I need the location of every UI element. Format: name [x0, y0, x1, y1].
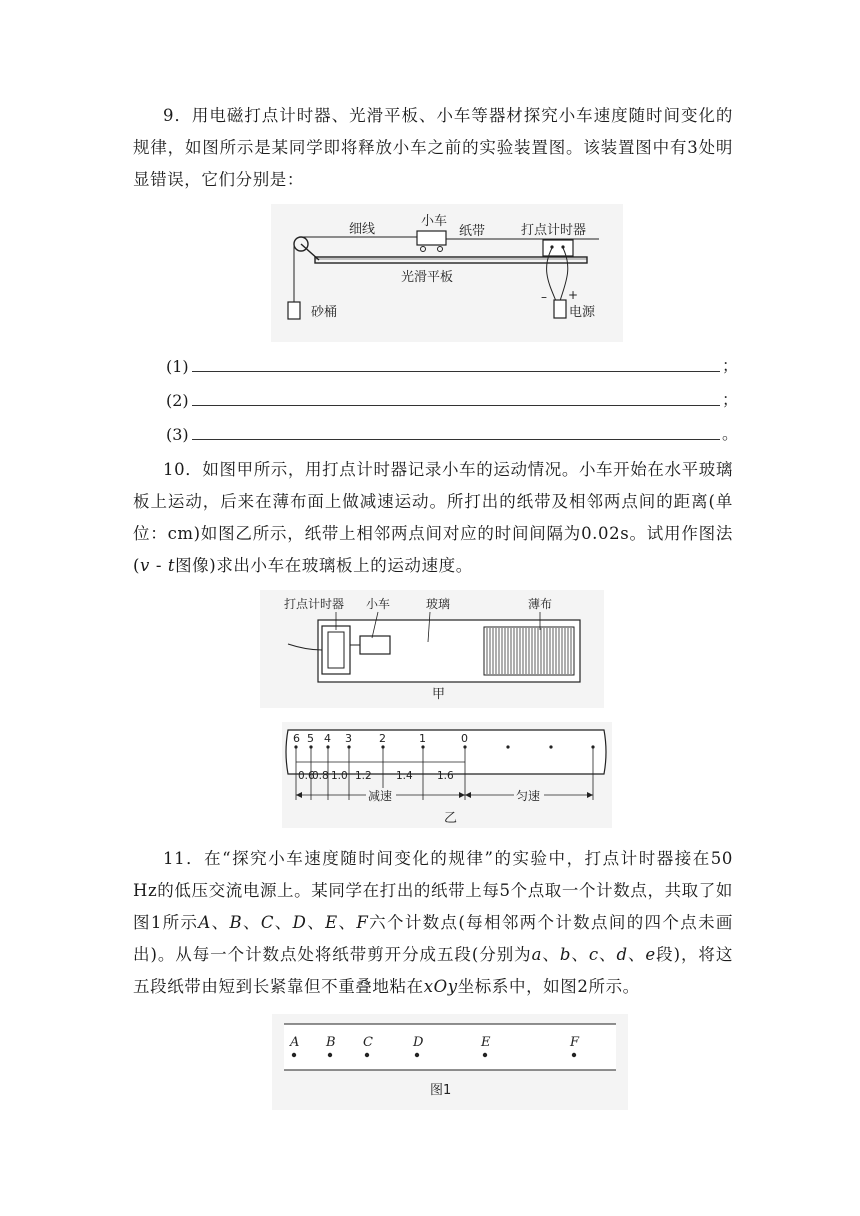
svg-text:–: –: [541, 290, 547, 304]
tape-point-label: 1: [419, 732, 426, 745]
q10-figure-jia: [260, 590, 604, 708]
q11-text: 11．在“探究小车速度随时间变化的规律”的实验中，打点计时器接在50 Hz的低压交流电源上。某同学在打出的纸带上每5个点取一个计数点，共取了如图1所示A、B、C、D、E、F六个计数点(每相邻两个计数点间的四个点未画出)。从每一个计数点处将纸带剪开分成五段(分别为a、b、c、d、e段)，将这五段纸带由短到长紧靠但不重叠地粘在xOy坐标系中，如图2所示。: [133, 849, 734, 996]
distance-label: 1.6: [437, 770, 454, 782]
q10-figure-yi: [282, 722, 612, 828]
count-point-label: F: [570, 1035, 580, 1050]
svg-text:图1: 图1: [430, 1083, 452, 1098]
tape-point-label: 3: [345, 732, 352, 745]
count-point-label: C: [363, 1035, 373, 1050]
blank-answer-2[interactable]: (2) ；: [166, 390, 739, 410]
count-point: [292, 1053, 296, 1057]
tape-point-label: 6: [293, 732, 300, 745]
svg-text:小车: 小车: [421, 214, 448, 229]
count-point-label: E: [481, 1035, 491, 1050]
count-point-label: A: [290, 1035, 300, 1050]
count-point: [365, 1053, 369, 1057]
count-point: [328, 1053, 332, 1057]
count-point: [483, 1053, 487, 1057]
count-point: [572, 1053, 576, 1057]
distance-label: 1.4: [396, 770, 413, 782]
count-point: [415, 1053, 419, 1057]
count-point-label: D: [413, 1035, 424, 1050]
tape-point-label: 2: [379, 732, 386, 745]
svg-text:甲: 甲: [432, 687, 446, 702]
svg-text:小车: 小车: [366, 597, 391, 611]
q9-text: 9．用电磁打点计时器、光滑平板、小车等器材探究小车速度随时间变化的规律，如图所示是某同学即将释放小车之前的实验装置图。该装置图中有3处明显错误，它们分别是：: [133, 106, 733, 189]
svg-text:光滑平板: 光滑平板: [401, 270, 454, 285]
svg-text:纸带: 纸带: [459, 224, 486, 239]
svg-text:薄布: 薄布: [528, 597, 553, 611]
svg-text:打点计时器: 打点计时器: [284, 597, 345, 611]
distance-label: 1.0: [331, 770, 348, 782]
power-supply: [554, 300, 566, 318]
cloth-area: [484, 627, 574, 675]
q11-figure-1: [272, 1014, 628, 1110]
blank-answer-1[interactable]: (1) ；: [166, 356, 739, 376]
svg-text:乙: 乙: [444, 811, 458, 826]
tape-point-label: 4: [324, 732, 331, 745]
tape-point-label: 5: [307, 732, 314, 745]
count-point-label: B: [326, 1035, 336, 1050]
distance-label: 1.2: [355, 770, 372, 782]
cart: [360, 636, 390, 654]
svg-text:砂桶: 砂桶: [311, 305, 338, 320]
distance-label: 0.8: [312, 770, 329, 782]
timer: [322, 626, 350, 674]
sand-bucket: [288, 302, 300, 319]
svg-text:电源: 电源: [569, 305, 596, 320]
q9-apparatus-figure: [271, 204, 623, 342]
cart: [417, 231, 446, 245]
svg-text:玻璃: 玻璃: [426, 597, 451, 611]
distance-label: 0.6: [298, 770, 315, 782]
q10-text: 10．如图甲所示，用打点计时器记录小车的运动情况。小车开始在水平玻璃板上运动，后来在薄布面上做减速运动。所打出的纸带及相邻两点间的距离(单位：cm)如图乙所示，纸带上相邻两点间对应的时间间隔为0.02s。试用作图法(v - t图像)求出小车在玻璃板上的运动速度。: [133, 460, 733, 575]
svg-text:匀速: 匀速: [516, 789, 541, 803]
blank-answer-3[interactable]: (3) 。: [166, 424, 739, 444]
svg-text:细线: 细线: [349, 222, 376, 237]
svg-text:减速: 减速: [368, 789, 393, 803]
timer: [543, 240, 573, 256]
svg-text:+: +: [568, 288, 579, 302]
tape-point-label: 0: [461, 732, 468, 745]
svg-text:打点计时器: 打点计时器: [521, 223, 587, 238]
